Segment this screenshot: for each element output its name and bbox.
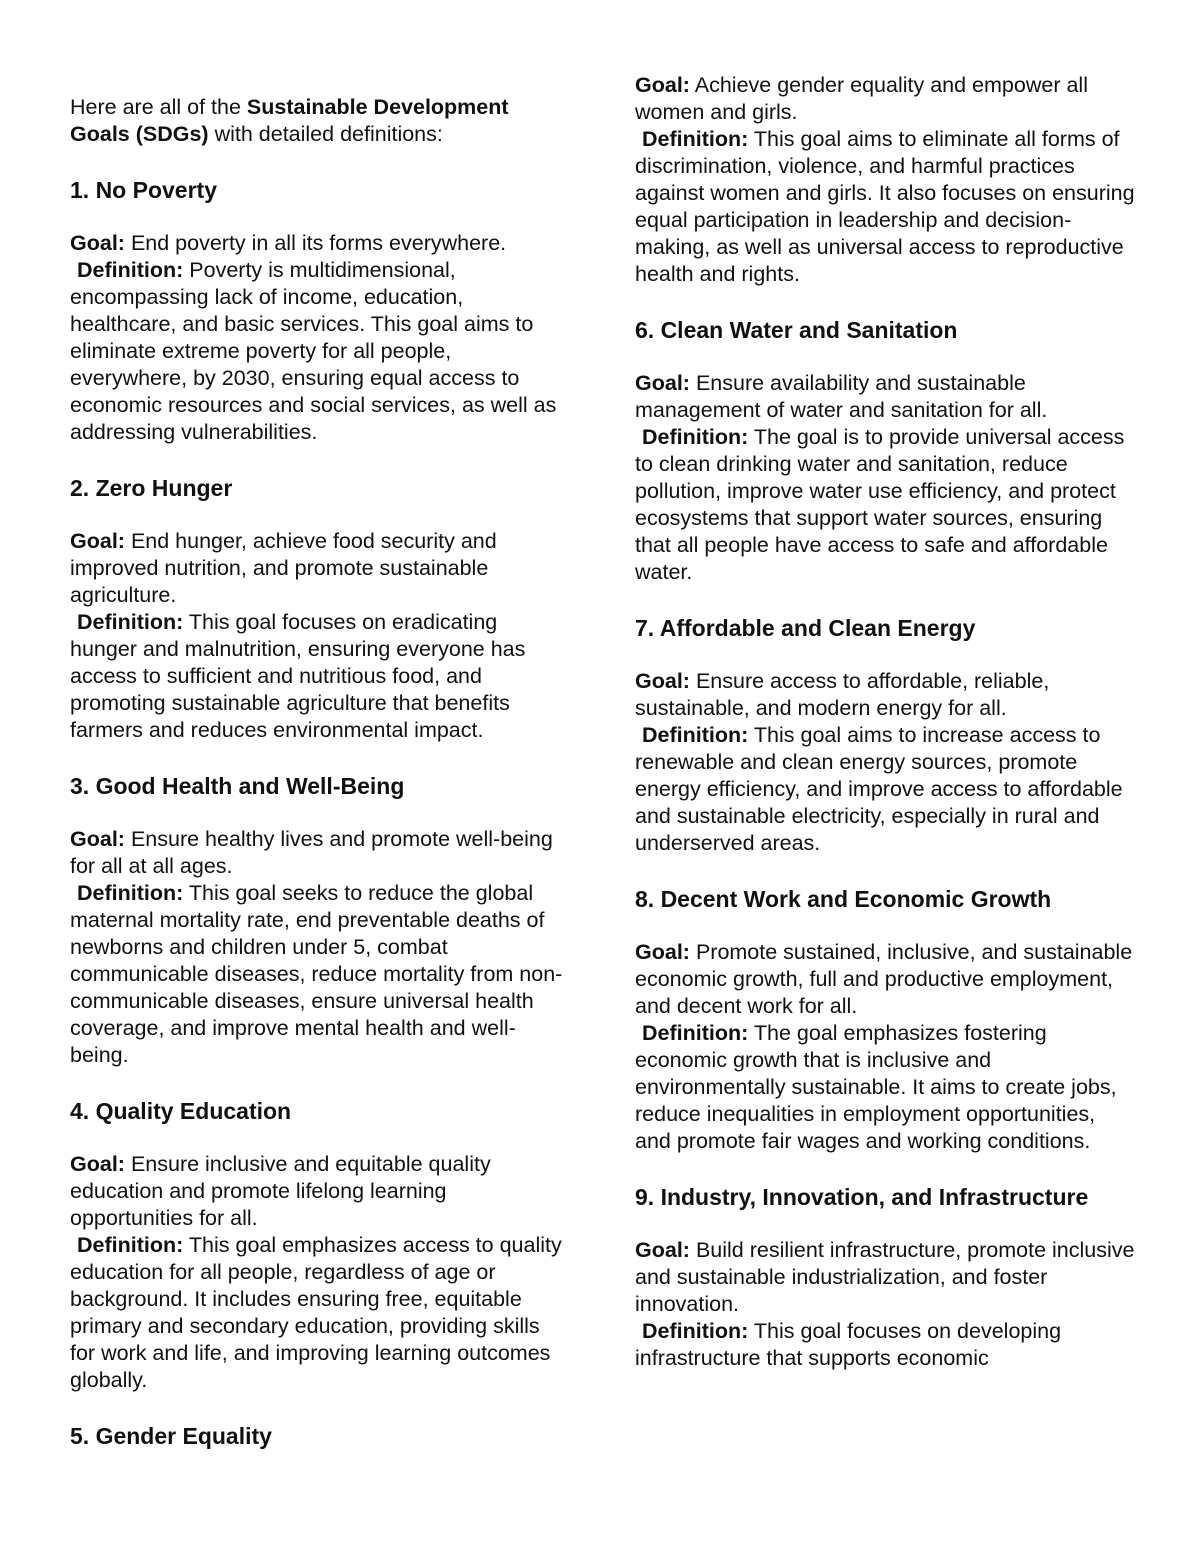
goal-label: Goal: — [70, 1152, 125, 1176]
definition-text: This goal focuses on eradicating hunger and malnutrition, ensuring everyone has access to sufficient and nutritious food, and promoting sustainable agriculture that benefits farmers and reduces environmental impact. — [70, 610, 526, 742]
definition-1 — [70, 257, 570, 446]
goal-text: Ensure healthy lives and promote well-being for all at all ages. — [70, 827, 553, 878]
section-title-8: 8. Decent Work and Economic Growth — [635, 886, 1052, 912]
section-title-7: 7. Affordable and Clean Energy — [635, 615, 976, 641]
goal-label: Goal: — [70, 529, 125, 553]
goal-text: Ensure availability and sustainable management of water and sanitation for all. — [635, 371, 1048, 422]
definition-text: This goal aims to eliminate all forms of discrimination, violence, and harmful practices against women and girls. It also focuses on ensuring equal participation in leadership and decision-making, as well as universal access to reproductive health and rights. — [635, 127, 1135, 286]
goal-7 — [635, 668, 1135, 722]
goal-1 — [70, 230, 570, 257]
definition-label: Definition: — [642, 723, 749, 747]
definition-label: Definition: — [642, 1319, 749, 1343]
definition-text: This goal seeks to reduce the global maternal mortality rate, end preventable deaths of newborns and children under 5, combat communicable diseases, reduce mortality from non-communicable diseases, ensure universal health coverage, and improve mental health and well-being. — [70, 881, 563, 1067]
goal-label: Goal: — [635, 669, 690, 693]
definition-4 — [70, 1232, 570, 1394]
goal-label: Goal: — [635, 371, 690, 395]
definition-6 — [635, 424, 1135, 586]
goal-text: Ensure access to affordable, reliable, sustainable, and modern energy for all. — [635, 669, 1050, 720]
definition-label: Definition: — [642, 127, 749, 151]
definition-text: This goal focuses on developing infrastructure that supports economic — [635, 1319, 1062, 1370]
section-title-9: 9. Industry, Innovation, and Infrastructure — [635, 1184, 1089, 1210]
section-title-2: 2. Zero Hunger — [70, 475, 233, 501]
goal-label: Goal: — [635, 940, 690, 964]
definition-label: Definition: — [77, 258, 184, 282]
goal-8 — [635, 939, 1135, 1020]
definition-5 — [635, 126, 1135, 288]
goal-9 — [635, 1237, 1135, 1318]
goal-label: Goal: — [635, 1238, 690, 1262]
section-title-4: 4. Quality Education — [70, 1098, 292, 1124]
goal-text: Achieve gender equality and empower all women and girls. — [635, 73, 1088, 124]
goal-text: End poverty in all its forms everywhere. — [130, 231, 507, 255]
definition-label: Definition: — [77, 881, 184, 905]
goal-5 — [635, 72, 1135, 126]
goal-6 — [635, 370, 1135, 424]
goal-text: End hunger, achieve food security and improved nutrition, and promote sustainable agriculture. — [70, 529, 497, 607]
section-title-6: 6. Clean Water and Sanitation — [635, 317, 958, 343]
goal-4 — [70, 1151, 570, 1232]
definition-text: The goal emphasizes fostering economic growth that is inclusive and environmentally sustainable. It aims to create jobs, reduce inequalities in employment opportunities, and promote fair wages and working conditions. — [635, 1021, 1117, 1153]
definition-7 — [635, 722, 1135, 857]
left-column — [70, 68, 570, 1476]
definition-3 — [70, 880, 570, 1069]
goal-text: Build resilient infrastructure, promote inclusive and sustainable industrialization, and foster innovation. — [635, 1238, 1135, 1316]
definition-9 — [635, 1318, 1135, 1372]
definition-label: Definition: — [642, 425, 749, 449]
definition-text: The goal is to provide universal access to clean drinking water and sanitation, reduce pollution, improve water use efficiency, and protect ecosystems that support water sources, ensuring that all people have access to safe and affordable water. — [635, 425, 1125, 584]
right-column — [635, 72, 1135, 1372]
definition-text: Poverty is multidimensional, encompassing lack of income, education, healthcare, and basic services. This goal aims to eliminate extreme poverty for all people, everywhere, by 2030, ensuring equal access to economic resources and social services, as well as addressing vulnerabilities. — [70, 258, 557, 444]
definition-label: Definition: — [77, 610, 184, 634]
goal-label: Goal: — [70, 231, 125, 255]
definition-label: Definition: — [642, 1021, 749, 1045]
section-title-3: 3. Good Health and Well-Being — [70, 773, 405, 799]
definition-2 — [70, 609, 570, 744]
definition-text: This goal aims to increase access to renewable and clean energy sources, promote energy efficiency, and improve access to affordable and sustainable electricity, especially in rural and underserved areas. — [635, 723, 1123, 855]
intro-bold: Sustainable Development Goals (SDGs) — [70, 95, 509, 146]
goal-label: Goal: — [635, 73, 690, 97]
goal-label: Goal: — [70, 827, 125, 851]
section-title-1: 1. No Poverty — [70, 177, 217, 203]
definition-label: Definition: — [77, 1233, 184, 1257]
goal-2 — [70, 528, 570, 609]
intro-suffix: with detailed definitions: — [214, 122, 443, 146]
goal-3 — [70, 826, 570, 880]
section-title-5: 5. Gender Equality — [70, 1423, 272, 1449]
intro-prefix: Here are all of the — [70, 95, 241, 119]
goal-text: Promote sustained, inclusive, and sustainable economic growth, full and productive employment, and decent work for all. — [635, 940, 1133, 1018]
goal-text: Ensure inclusive and equitable quality education and promote lifelong learning opportunities for all. — [70, 1152, 491, 1230]
intro-paragraph — [70, 94, 570, 148]
definition-8 — [635, 1020, 1135, 1155]
definition-text: This goal emphasizes access to quality education for all people, regardless of age or background. It includes ensuring free, equitable primary and secondary education, providing skills for work and life, and improving learning outcomes globally. — [70, 1233, 562, 1392]
